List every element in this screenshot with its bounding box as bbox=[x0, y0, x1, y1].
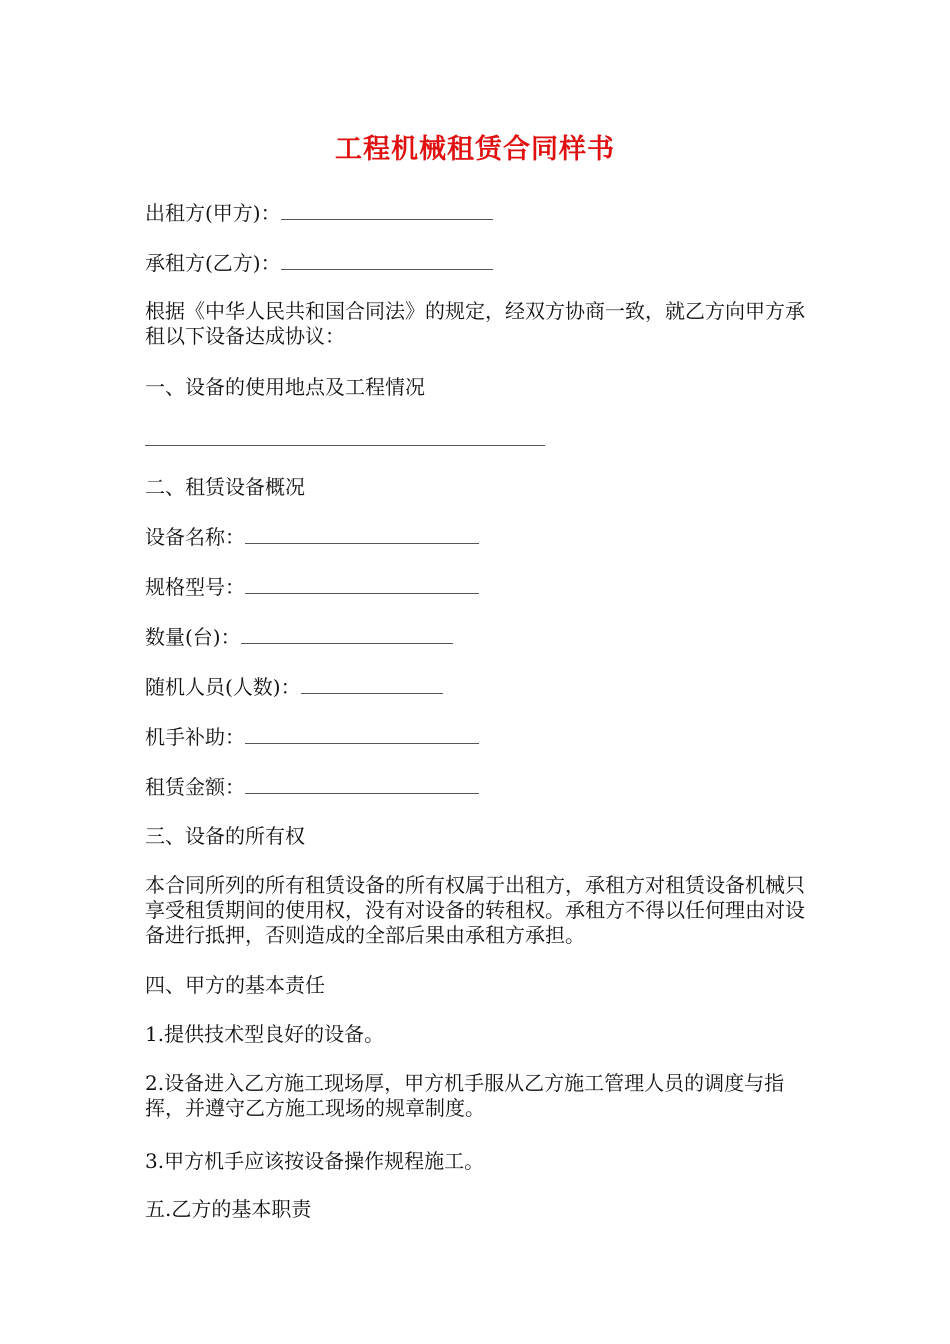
lessee-blank[interactable] bbox=[281, 251, 493, 270]
operator-subsidy-line bbox=[145, 724, 479, 750]
quantity-label: 数量(台)： bbox=[145, 625, 241, 649]
operator-subsidy-blank[interactable] bbox=[245, 725, 479, 744]
rental-amount-line bbox=[145, 774, 479, 800]
spec-model-line bbox=[145, 574, 479, 600]
site-info-blank[interactable] bbox=[145, 445, 545, 446]
quantity-line bbox=[145, 624, 453, 650]
section-3-heading: 三、设备的所有权 bbox=[145, 824, 305, 848]
equipment-name-line bbox=[145, 524, 479, 550]
spec-model-label: 规格型号： bbox=[145, 575, 245, 599]
lessor-line bbox=[145, 200, 493, 226]
operator-subsidy-label: 机手补助： bbox=[145, 725, 245, 749]
lessor-blank[interactable] bbox=[281, 201, 493, 220]
section-3-body: 本合同所列的所有租赁设备的所有权属于出租方，承租方对租赁设备机械只享受租赁期间的使用权，没有对设备的转租权。承租方不得以任何理由对设备进行抵押，否则造成的全部后果由承租方承担。 bbox=[145, 873, 805, 947]
equipment-name-blank[interactable] bbox=[245, 525, 479, 544]
section-4-heading: 四、甲方的基本责任 bbox=[145, 973, 325, 997]
rental-amount-blank[interactable] bbox=[245, 775, 479, 794]
quantity-blank[interactable] bbox=[241, 625, 453, 644]
equipment-name-label: 设备名称： bbox=[145, 525, 245, 549]
lessee-label: 承租方(乙方)： bbox=[145, 251, 281, 275]
lessee-line bbox=[145, 250, 493, 276]
spec-model-blank[interactable] bbox=[245, 575, 479, 594]
section-4-item-2: 2.设备进入乙方施工现场厚，甲方机手服从乙方施工管理人员的调度与指挥，并遵守乙方施工现场的规章制度。 bbox=[145, 1071, 785, 1120]
section-4-item-1: 1.提供技术型良好的设备。 bbox=[145, 1022, 385, 1046]
staff-label: 随机人员(人数)： bbox=[145, 675, 301, 699]
staff-blank[interactable] bbox=[301, 675, 443, 694]
section-2-heading: 二、租赁设备概况 bbox=[145, 475, 305, 499]
staff-line bbox=[145, 674, 443, 700]
rental-amount-label: 租赁金额： bbox=[145, 775, 245, 799]
section-4-item-3: 3.甲方机手应该按设备操作规程施工。 bbox=[145, 1149, 485, 1173]
section-1-heading: 一、设备的使用地点及工程情况 bbox=[145, 375, 425, 399]
document-title: 工程机械租赁合同样书 bbox=[335, 134, 615, 165]
section-5-heading: 五.乙方的基本职责 bbox=[145, 1197, 312, 1221]
lessor-label: 出租方(甲方)： bbox=[145, 201, 281, 225]
intro-paragraph: 根据《中华人民共和国合同法》的规定，经双方协商一致，就乙方向甲方承租以下设备达成协议： bbox=[145, 299, 805, 348]
